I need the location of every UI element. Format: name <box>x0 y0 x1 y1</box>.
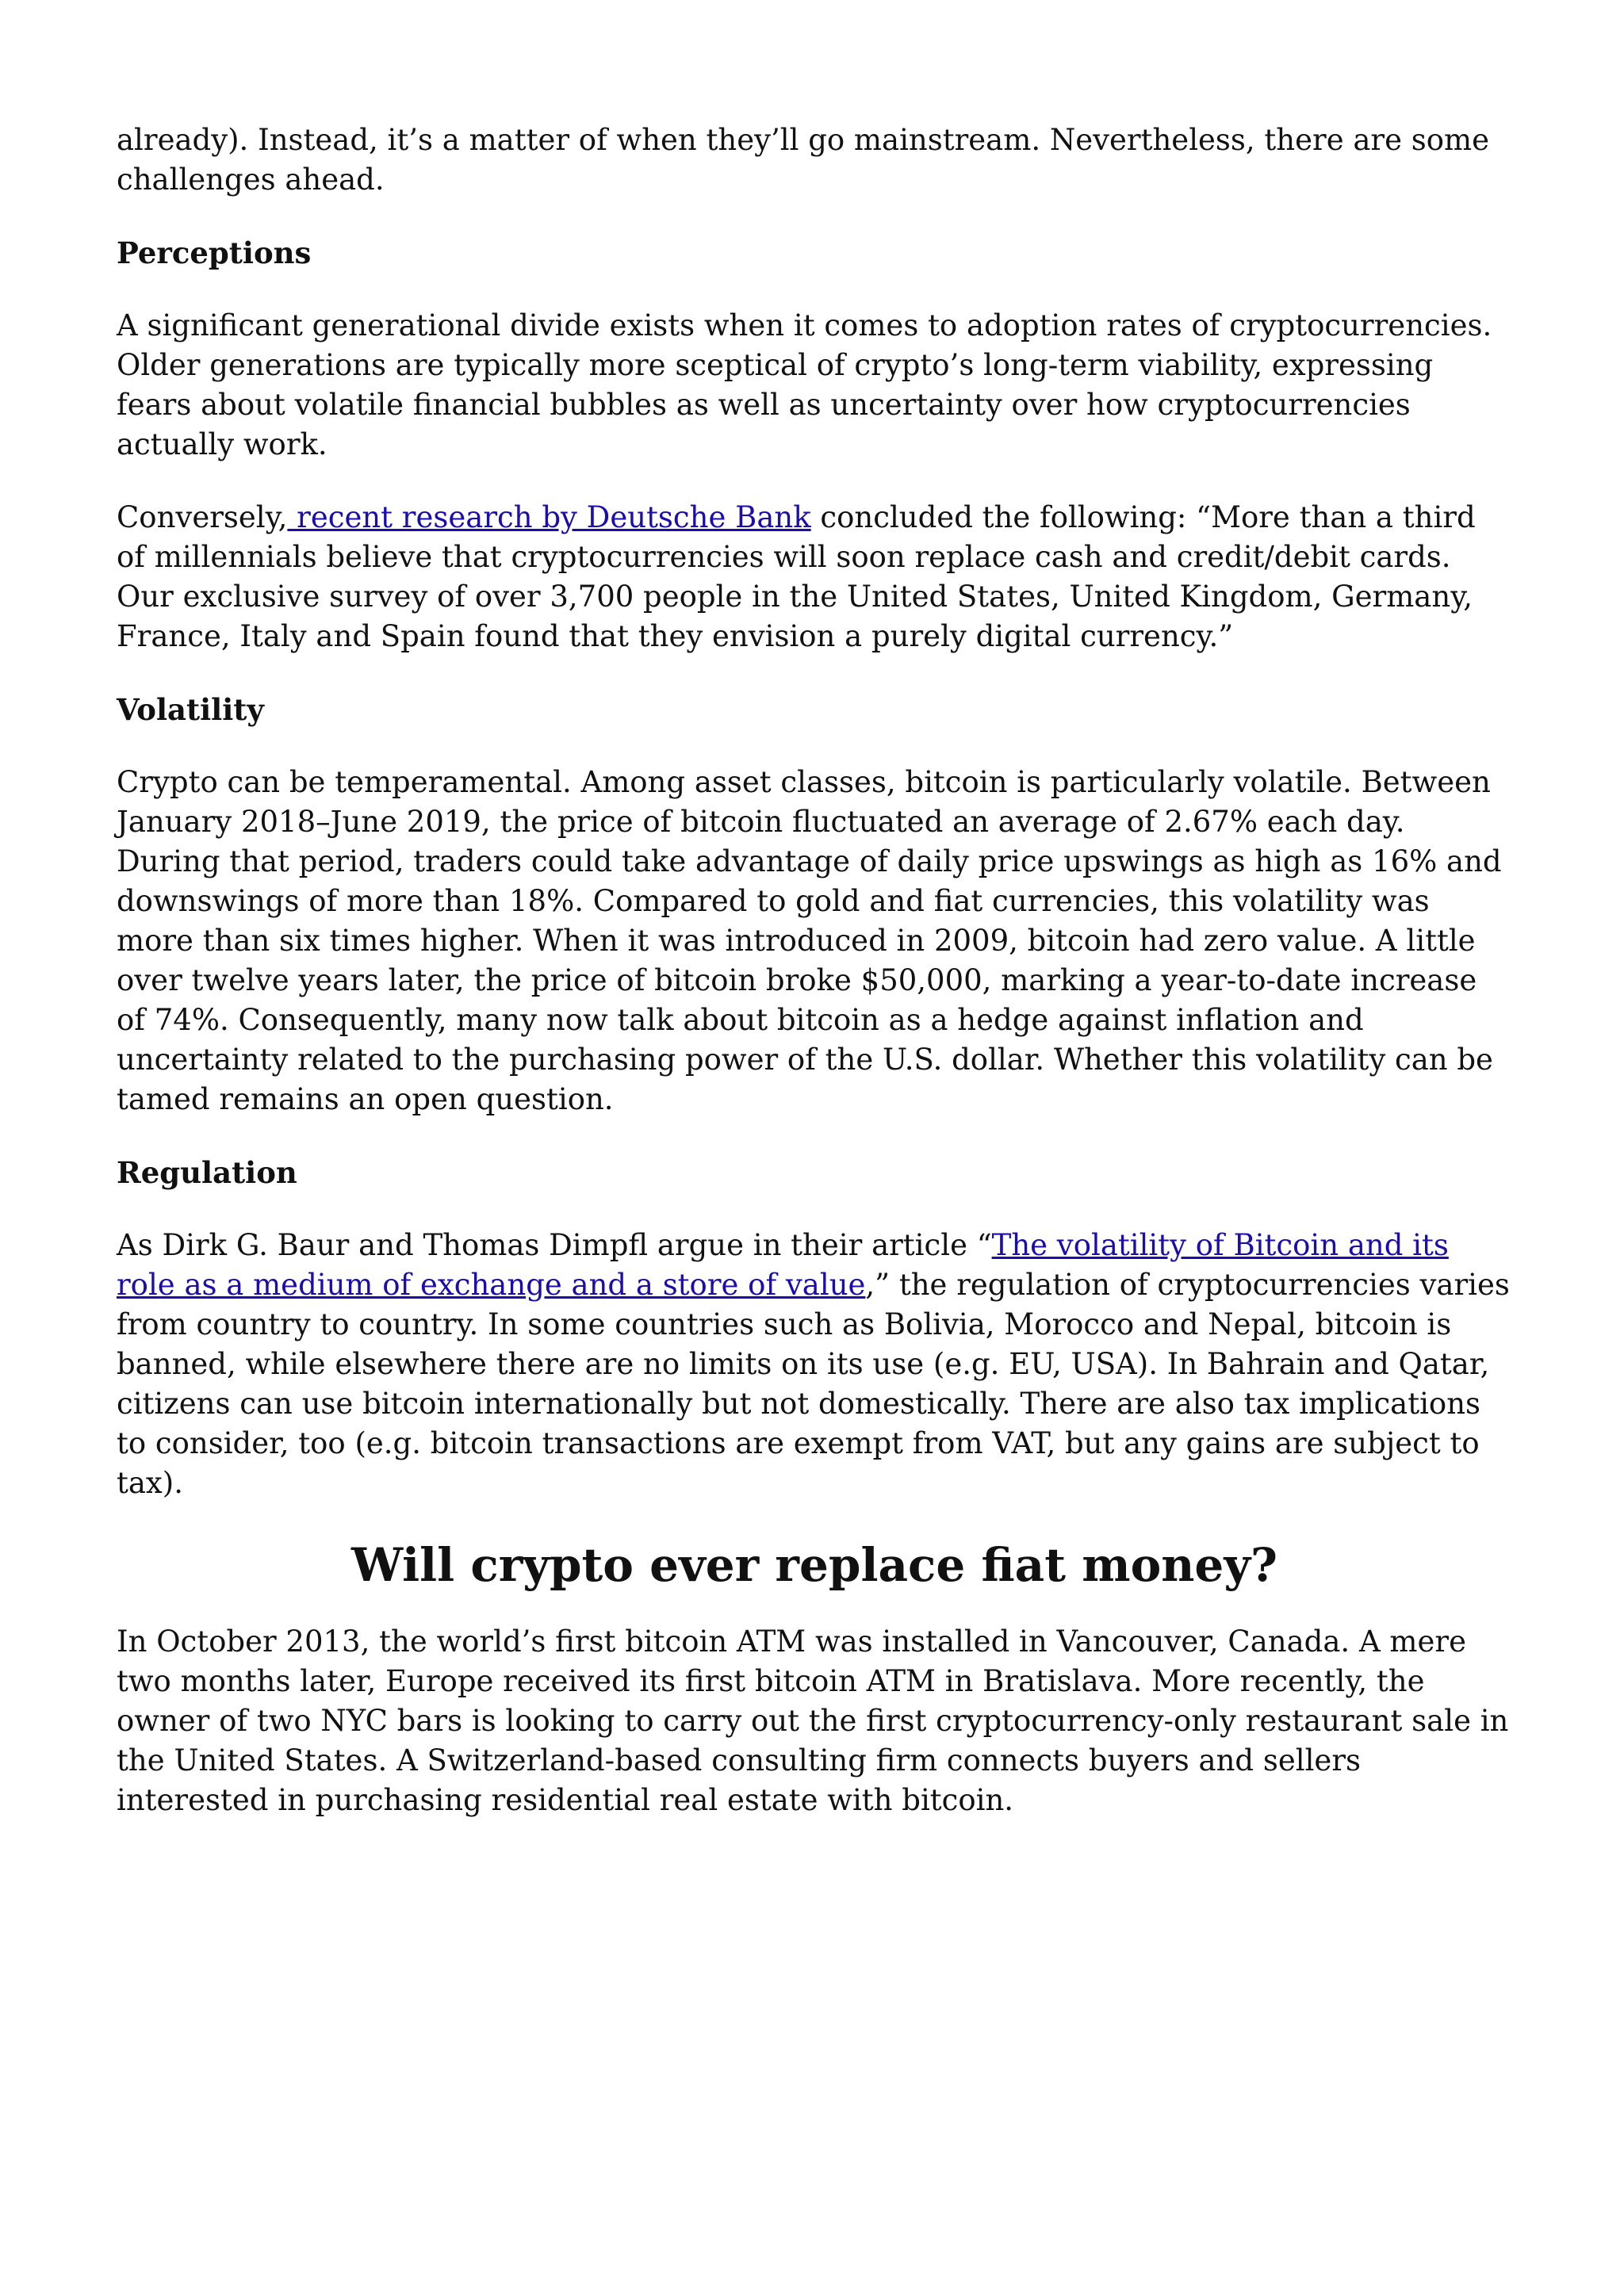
regulation-text-after-link: ,” the regulation of cryptocurrencies varies from country to country. In some countries such as Bolivia, Morocco and Nepal, bitcoin is banned, while elsewhere there are no limits on its use (e.g. EU, USA). In Bahrain and Qatar, citizens can use bitcoin internationally but not domestically. There are also tax implications to consider, too (e.g. bitcoin transactions are exempt from VAT, but any gains are subject to tax). <box>117 1268 1510 1500</box>
regulation-paragraph <box>117 1226 1512 1503</box>
regulation-text-before-link: As Dirk G. Baur and Thomas Dimpfl argue in their article “ <box>117 1228 992 1262</box>
perceptions-paragraph-1: A significant generational divide exists when it comes to adoption rates of cryptocurrencies. Older generations are typically more sceptical of crypto’s long-term viability, expressing fears about volatile financial bubbles as well as uncertainty over how cryptocurrencies actually work. <box>117 308 1492 461</box>
perceptions-heading: Perceptions <box>117 235 312 270</box>
fiat-section-heading: Will crypto ever replace fiat money? <box>350 1538 1278 1592</box>
perceptions-paragraph-2 <box>117 498 1512 656</box>
deutsche-bank-research-link[interactable]: recent research by Deutsche Bank <box>287 500 811 534</box>
perceptions-text-after-link: concluded the following: “More than a third of millennials believe that cryptocurrencies will soon replace cash and credit/debit cards. Our exclusive survey of over 3,700 people in the United States, United Kingdom, Germany, France, Italy and Spain found that they envision a purely digital currency.” <box>117 500 1476 653</box>
volatility-heading: Volatility <box>117 692 264 727</box>
perceptions-text-before-link: Conversely, <box>117 500 288 534</box>
bitcoin-volatility-article-link[interactable]: The volatility of Bitcoin and its role as a medium of exchange and a store of value <box>117 1228 1449 1302</box>
intro-paragraph: already). Instead, it’s a matter of when they’ll go mainstream. Nevertheless, there are some challenges ahead. <box>117 123 1490 197</box>
regulation-heading: Regulation <box>117 1155 297 1190</box>
fiat-section-paragraph: In October 2013, the world’s first bitcoin ATM was installed in Vancouver, Canada. A mere two months later, Europe received its first bitcoin ATM in Bratislava. More recently, the owner of two NYC bars is looking to carry out the first cryptocurrency-only restaurant sale in the United States. A Switzerland-based consulting firm connects buyers and sellers interested in purchasing residential real estate with bitcoin. <box>117 1624 1509 1817</box>
volatility-paragraph: Crypto can be temperamental. Among asset classes, bitcoin is particularly volatile. Between January 2018–June 2019, the price of bitcoin fluctuated an average of 2.67% each day. During that period, traders could take advantage of daily price upswings as high as 16% and downswings of more than 18%. Compared to gold and fiat currencies, this volatility was more than six times higher. When it was introduced in 2009, bitcoin had zero value. A little over twelve years later, the price of bitcoin broke $50,000, marking a year-to-date increase of 74%. Consequently, many now talk about bitcoin as a hedge against inflation and uncertainty related to the purchasing power of the U.S. dollar. Whether this volatility can be tamed remains an open question. <box>117 765 1502 1116</box>
article-body <box>117 121 1512 1854</box>
